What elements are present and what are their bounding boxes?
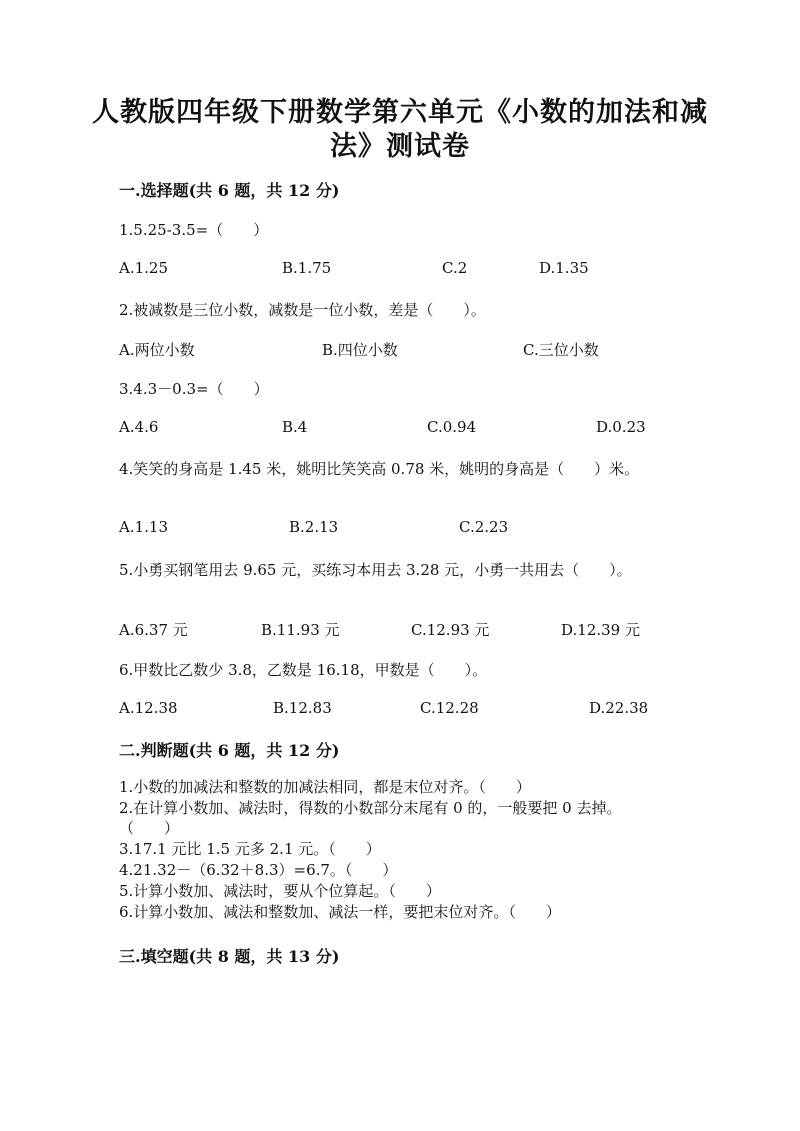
judge-line-2-blank: （ ） [119, 819, 180, 837]
section-heading-choice: 一.选择题(共 6 题，共 12 分) [119, 181, 340, 200]
q3-option-b: B.4 [282, 418, 308, 436]
q6-option-d: D.22.38 [589, 699, 649, 717]
judge-line-6: 6.计算小数加、减法和整数加、减法一样，要把末位对齐。（ ） [119, 903, 561, 921]
section-heading-fill: 三.填空题(共 8 题，共 13 分) [119, 947, 340, 966]
q4-option-b: B.2.13 [289, 518, 339, 536]
q5-option-a: A.6.37 元 [119, 621, 188, 639]
judge-line-2: 2.在计算小数加、减法时，得数的小数部分末尾有 0 的，一般要把 0 去掉。 [119, 799, 622, 817]
question-5: 5.小勇买钢笔用去 9.65 元，买练习本用去 3.28 元，小勇一共用去（ ）。 [119, 561, 632, 579]
q1-option-d: D.1.35 [539, 259, 589, 277]
question-6: 6.甲数比乙数少 3.8，乙数是 16.18，甲数是（ ）。 [119, 661, 488, 679]
title-line-1: 人教版四年级下册数学第六单元《小数的加法和减 [92, 97, 708, 128]
q5-option-c: C.12.93 元 [411, 621, 490, 639]
judge-line-4: 4.21.32－（6.32＋8.3）=6.7。（ ） [119, 861, 398, 879]
worksheet-title [80, 96, 720, 164]
question-2: 2.被减数是三位小数，减数是一位小数，差是（ ）。 [119, 301, 486, 319]
q6-option-c: C.12.28 [420, 699, 479, 717]
judge-line-1: 1.小数的加减法和整数的加减法相同，都是末位对齐。（ ） [119, 778, 531, 796]
q4-option-c: C.2.23 [459, 518, 509, 536]
q1-option-c: C.2 [442, 259, 468, 277]
q1-option-a: A.1.25 [119, 259, 168, 277]
q5-option-d: D.12.39 元 [561, 621, 640, 639]
q6-option-b: B.12.83 [273, 699, 332, 717]
q2-option-b: B.四位小数 [322, 341, 398, 359]
q4-option-a: A.1.13 [119, 518, 168, 536]
q3-option-a: A.4.6 [119, 418, 159, 436]
section-heading-judge: 二.判断题(共 6 题，共 12 分) [119, 741, 340, 760]
q2-option-a: A.两位小数 [119, 341, 195, 359]
q3-option-d: D.0.23 [596, 418, 646, 436]
q3-option-c: C.0.94 [427, 418, 477, 436]
judge-line-5: 5.计算小数加、减法时，要从个位算起。（ ） [119, 882, 441, 900]
q2-option-c: C.三位小数 [523, 341, 599, 359]
judge-line-3: 3.17.1 元比 1.5 元多 2.1 元。（ ） [119, 840, 381, 858]
question-1: 1.5.25-3.5=（ ） [119, 221, 269, 239]
q1-option-b: B.1.75 [282, 259, 332, 277]
question-3: 3.4.3－0.3=（ ） [119, 380, 269, 398]
q6-option-a: A.12.38 [119, 699, 178, 717]
question-4: 4.笑笑的身高是 1.45 米，姚明比笑笑高 0.78 米，姚明的身高是（ ）米。 [119, 460, 640, 478]
title-line-2: 法》测试卷 [330, 131, 470, 162]
q5-option-b: B.11.93 元 [261, 621, 340, 639]
